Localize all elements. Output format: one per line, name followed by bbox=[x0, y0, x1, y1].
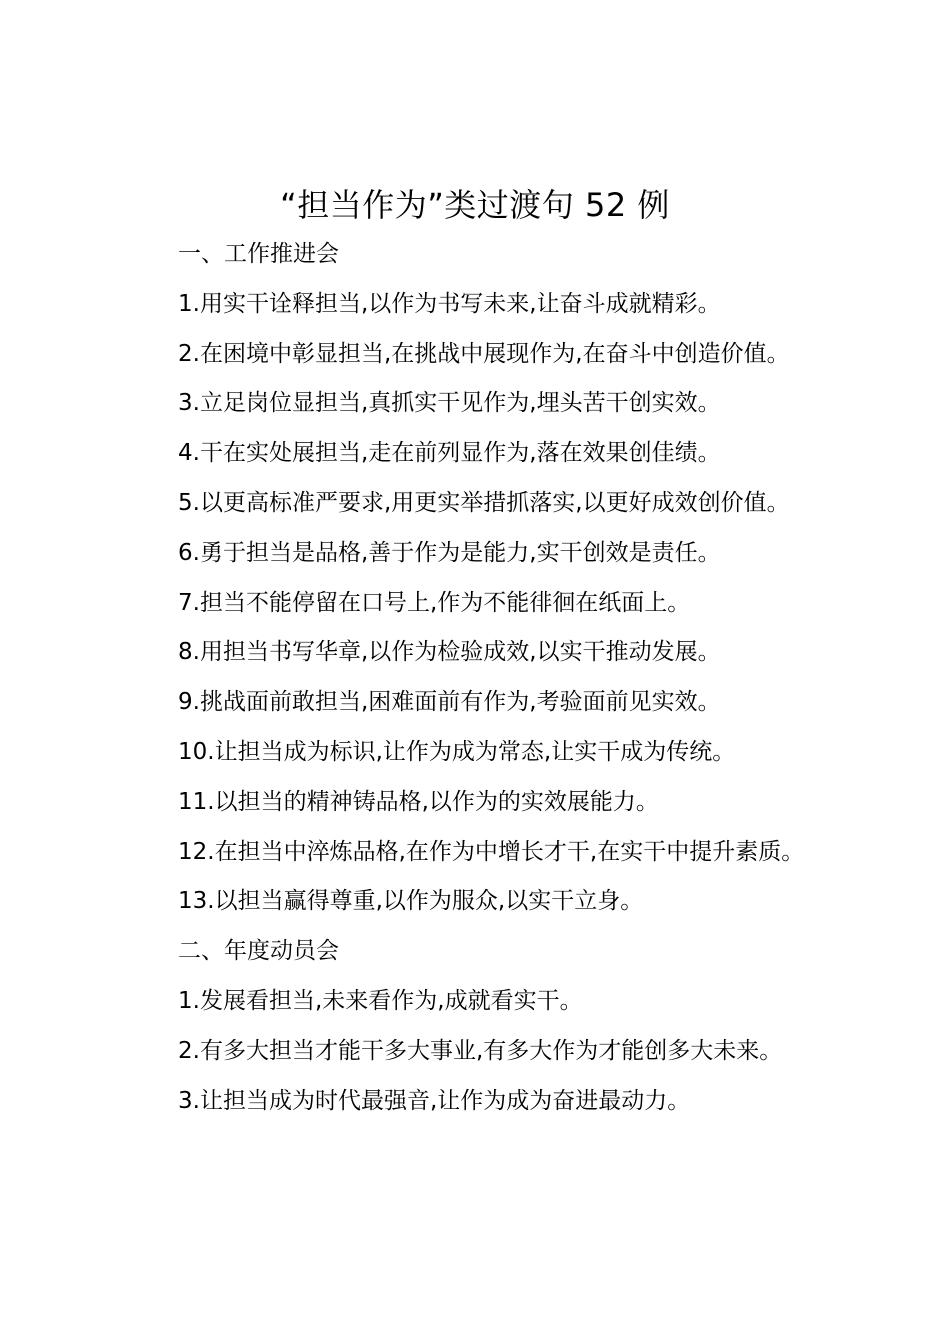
section-heading: 二、年度动员会 bbox=[178, 938, 339, 965]
list-item: 5.以更高标准严要求,用更实举措抓落实,以更好成效创价值。 bbox=[178, 489, 790, 516]
document-title: “担当作为”类过渡句 52 例 bbox=[280, 186, 670, 224]
list-item: 6.勇于担当是品格,善于作为是能力,实干创效是责任。 bbox=[178, 539, 721, 566]
list-item: 3.让担当成为时代最强音,让作为成为奋进最动力。 bbox=[178, 1087, 691, 1114]
list-item: 1.用实干诠释担当,以作为书写未来,让奋斗成就精彩。 bbox=[178, 290, 721, 317]
list-item: 9.挑战面前敢担当,困难面前有作为,考验面前见实效。 bbox=[178, 689, 721, 716]
list-item: 3.立足岗位显担当,真抓实干见作为,埋头苦干创实效。 bbox=[178, 390, 721, 417]
list-item: 2.在困境中彰显担当,在挑战中展现作为,在奋斗中创造价值。 bbox=[178, 340, 790, 367]
list-item: 4.干在实处展担当,走在前列显作为,落在效果创佳绩。 bbox=[178, 440, 721, 467]
section-heading: 一、工作推进会 bbox=[178, 241, 339, 267]
list-item: 8.用担当书写华章,以作为检验成效,以实干推动发展。 bbox=[178, 639, 721, 666]
list-item: 12.在担当中淬炼品格,在作为中增长才干,在实干中提升素质。 bbox=[178, 838, 805, 865]
document-body bbox=[128, 230, 848, 1126]
list-item: 10.让担当成为标识,让作为成为常态,让实干成为传统。 bbox=[178, 738, 736, 765]
list-item: 7.担当不能停留在口号上,作为不能徘徊在纸面上。 bbox=[178, 589, 691, 616]
list-item: 11.以担当的精神铸品格,以作为的实效展能力。 bbox=[178, 788, 659, 815]
list-item: 13.以担当赢得尊重,以作为服众,以实干立身。 bbox=[178, 888, 644, 915]
list-item: 1.发展看担当,未来看作为,成就看实干。 bbox=[178, 987, 583, 1014]
list-item: 2.有多大担当才能干多大事业,有多大作为才能创多大未来。 bbox=[178, 1037, 783, 1064]
